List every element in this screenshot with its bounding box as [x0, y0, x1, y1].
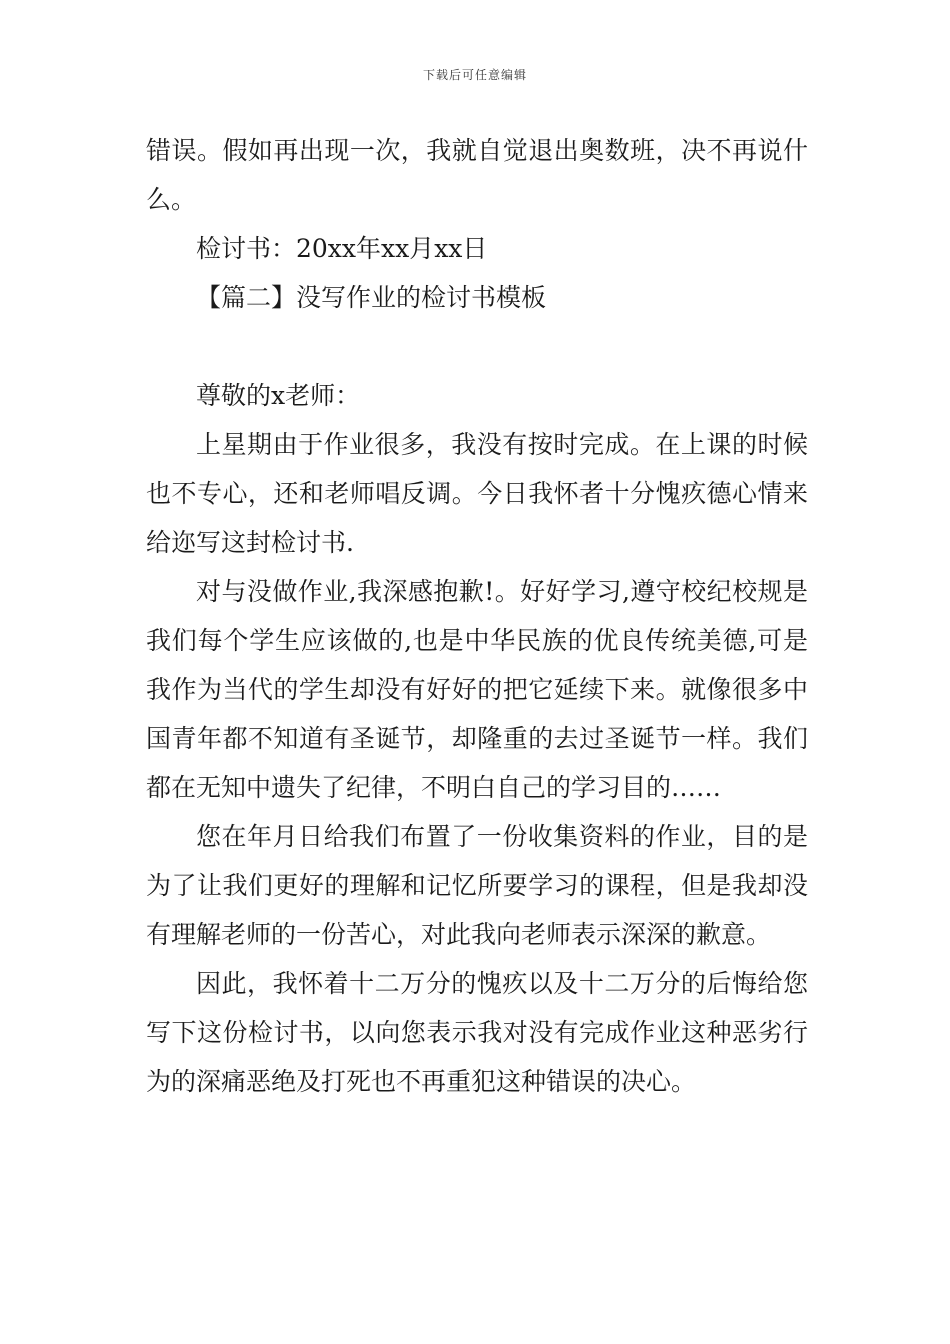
paragraph-body: 因此，我怀着十二万分的愧疚以及十二万分的后悔给您写下这份检讨书，以向您表示我对没有完成作业这种恶劣行为的深痛恶绝及打死也不再重犯这种错误的决心。 [146, 969, 808, 1096]
paragraph-date-line: 检讨书：20xx年xx月xx日 [196, 234, 488, 263]
paragraph-body: 对与没做作业,我深感抱歉!。好好学习,遵守校纪校规是我们每个学生应该做的,也是中华民族的优良传统美德,可是我作为当代的学生却没有好好的把它延续下来。就像很多中国青年都不知道有圣诞节，却隆重的去过圣诞节一样。我们都在无知中遗失了纪律，不明白自己的学习目的…… [146, 577, 808, 802]
salutation: 尊敬的x老师： [196, 381, 361, 410]
section-heading: 【篇二】没写作业的检讨书模板 [196, 283, 547, 312]
document-body [146, 126, 808, 1106]
blank-line [146, 322, 808, 371]
paragraph-body: 上星期由于作业很多，我没有按时完成。在上课的时候也不专心，还和老师唱反调。今日我怀者十分愧疚德心情来给迩写这封检讨书. [146, 430, 808, 557]
paragraph-continuation: 错误。假如再出现一次，我就自觉退出奥数班，决不再说什么。 [146, 136, 808, 214]
page-header: 下载后可任意编辑 [422, 68, 527, 82]
paragraph-body: 您在年月日给我们布置了一份收集资料的作业，目的是为了让我们更好的理解和记忆所要学习的课程，但是我却没有理解老师的一份苦心，对此我向老师表示深深的歉意。 [146, 822, 808, 949]
